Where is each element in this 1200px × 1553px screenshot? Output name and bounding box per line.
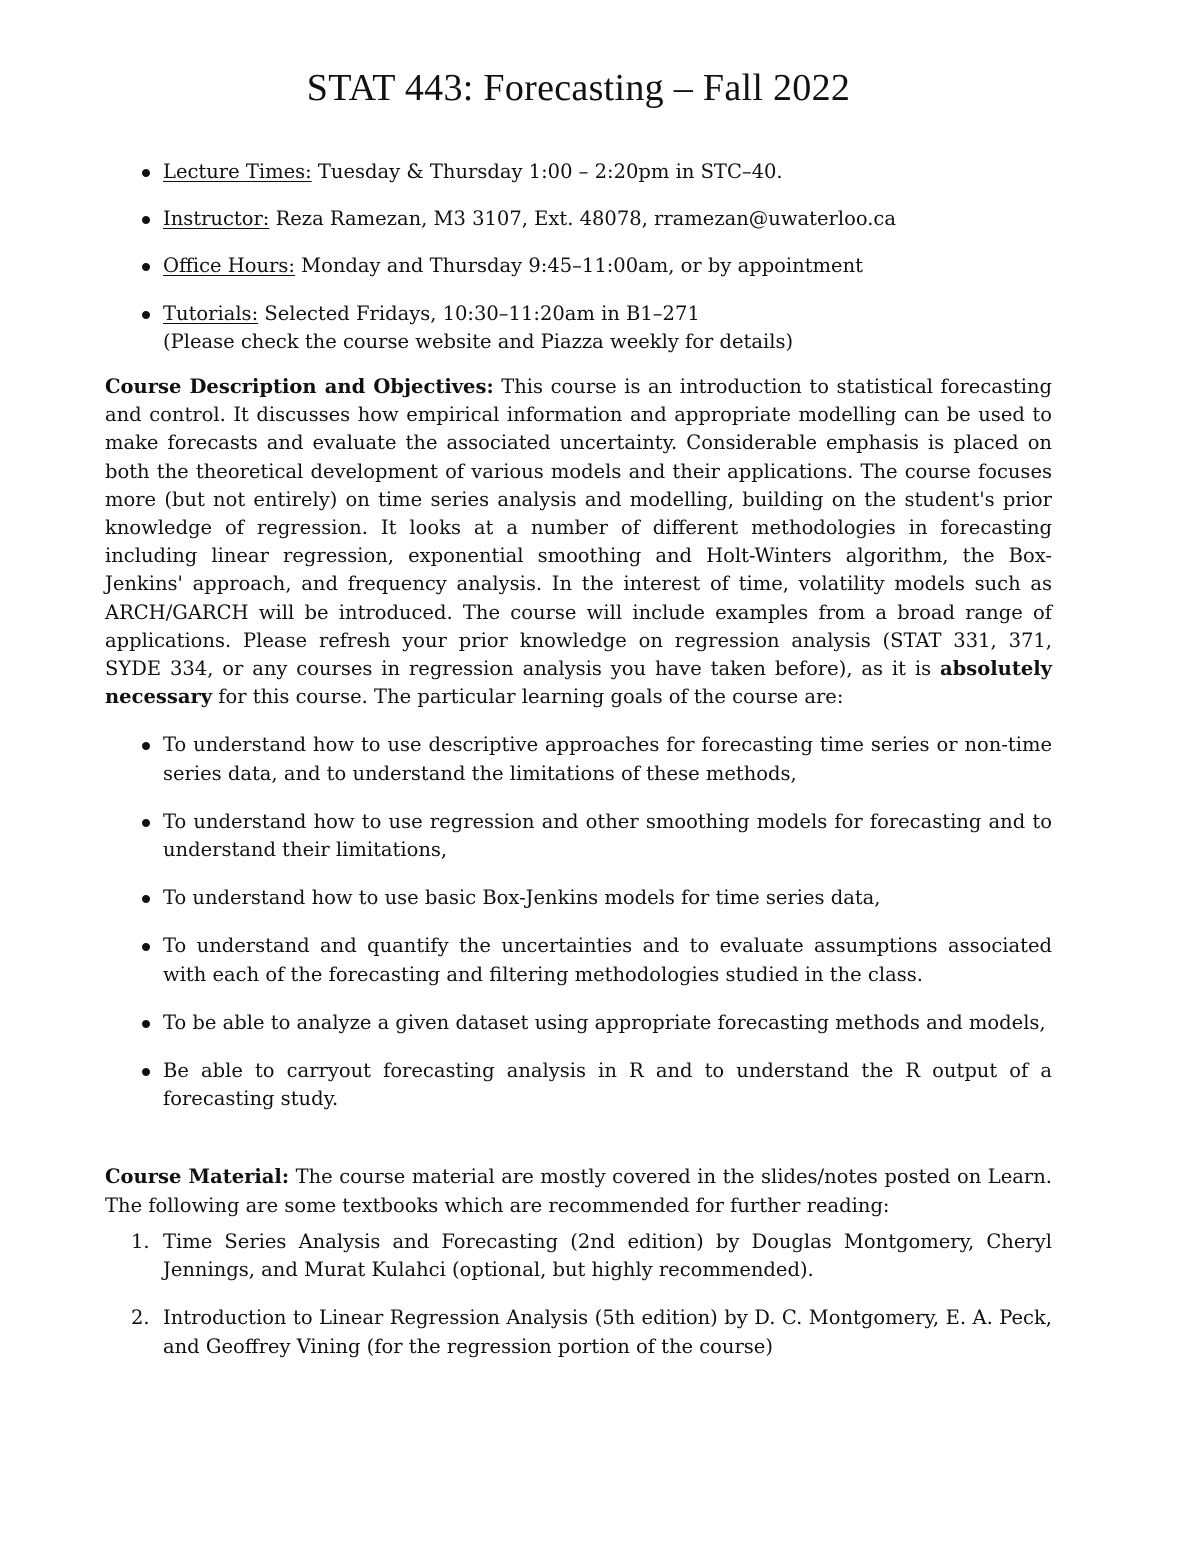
- list-item: [105, 1009, 1052, 1037]
- bullet-icon: [142, 742, 150, 750]
- description-emphasis: absolutely necessary: [105, 657, 1052, 709]
- bullet-icon: [142, 311, 150, 319]
- list-item: [105, 1057, 1052, 1113]
- info-label: Tutorials:: [163, 301, 259, 325]
- goal-text: Be able to carryout forecasting analysis in R and to understand the R output of a forecasting study.: [163, 1059, 1052, 1111]
- course-material-section: [105, 1163, 1052, 1360]
- list-item: [105, 808, 1052, 864]
- list-item: [105, 1228, 1052, 1284]
- info-text: Monday and Thursday 9:45–11:00am, or by appointment: [294, 254, 863, 278]
- goal-text: To understand and quantify the uncertainties and to evaluate assumptions associated with each of the forecasting and filtering methodologies studied in the class.: [163, 934, 1052, 986]
- page-title: STAT 443: Forecasting – Fall 2022: [306, 67, 851, 109]
- info-tutorials: [105, 300, 1052, 356]
- list-item: [105, 932, 1052, 988]
- list-item: [105, 1304, 1052, 1360]
- bullet-icon: [142, 1068, 150, 1076]
- bullet-icon: [142, 819, 150, 827]
- info-label: Instructor:: [163, 207, 270, 231]
- info-label: Lecture Times:: [163, 160, 312, 183]
- list-item: [105, 884, 1052, 912]
- goal-text: To understand how to use basic Box-Jenkins models for time series data,: [163, 886, 881, 910]
- info-instructor: [105, 205, 1052, 233]
- book-text: Time Series Analysis and Forecasting (2nd edition) by Douglas Montgomery, Cheryl Jennings, and Murat Kulahci (optional, but highly recommended).: [163, 1229, 1052, 1282]
- bullet-icon: [142, 1020, 150, 1028]
- book-text: Introduction to Linear Regression Analysis (5th edition) by D. C. Montgomery, E. A. Peck, and Geoffrey Vining (for the regression portion of the course): [163, 1306, 1052, 1358]
- course-info-list: [105, 158, 1052, 356]
- description-text-end: for this course. The particular learning goals of the course are:: [212, 685, 844, 709]
- bullet-icon: [142, 895, 150, 903]
- info-text: Tuesday & Thursday 1:00 – 2:20pm in STC–40.: [311, 160, 783, 183]
- goal-text: To be able to analyze a given dataset using appropriate forecasting methods and models,: [163, 1010, 1046, 1034]
- bullet-icon: [142, 169, 150, 177]
- info-lecture-times: [105, 158, 1052, 186]
- syllabus-page: [105, 62, 1052, 1381]
- info-label: Office Hours:: [163, 254, 295, 278]
- item-number: 2.: [131, 1306, 150, 1330]
- material-text: The course material are mostly covered in the slides/notes posted on Learn. The following are some textbooks which are recommended for further reading:: [105, 1165, 1052, 1217]
- course-material: [105, 1163, 1052, 1219]
- description-text: This course is an introduction to statistical forecasting and control. It discusses how empirical information and appropriate modelling can be used to make forecasts and evaluate the associated uncertainty. Considerable emphasis is placed on both the theoretical development of various models and their applications. The course focuses more (but not entirely) on time series analysis and modelling, building on the student's prior knowledge of regression. It looks at a number of different methodologies in forecasting including linear regression, exponential smoothing and Holt-Winters algorithm, the Box-Jenkins' approach, and frequency analysis. In the interest of time, volatility models such as ARCH/GARCH will be introduced. The course will include examples from a broad range of applications. Please refresh your prior knowledge on regression analysis (STAT 331, 371, SYDE 334, or any courses in regression analysis you have taken before), as it is: [105, 375, 1052, 681]
- course-description: [105, 373, 1052, 711]
- textbook-list: [105, 1228, 1052, 1361]
- info-text: Selected Fridays, 10:30–11:20am in B1–271: [258, 301, 700, 325]
- info-text: Reza Ramezan, M3 3107, Ext. 48078, rramezan@uwaterloo.ca: [269, 207, 896, 231]
- bullet-icon: [142, 263, 150, 271]
- bullet-icon: [142, 216, 150, 224]
- bullet-icon: [142, 943, 150, 951]
- goal-text: To understand how to use regression and other smoothing models for forecasting and to understand their limitations,: [163, 809, 1052, 862]
- info-office-hours: [105, 252, 1052, 280]
- section-heading: Course Description and Objectives:: [105, 375, 494, 399]
- info-note: (Please check the course website and Piazza weekly for details): [163, 329, 794, 353]
- section-heading: Course Material:: [105, 1165, 290, 1189]
- goal-text: To understand how to use descriptive approaches for forecasting time series or non-time series data, and to understand the limitations of these methods,: [163, 733, 1052, 785]
- learning-goals-list: [105, 731, 1052, 1113]
- list-item: [105, 731, 1052, 787]
- item-number: 1.: [131, 1229, 150, 1253]
